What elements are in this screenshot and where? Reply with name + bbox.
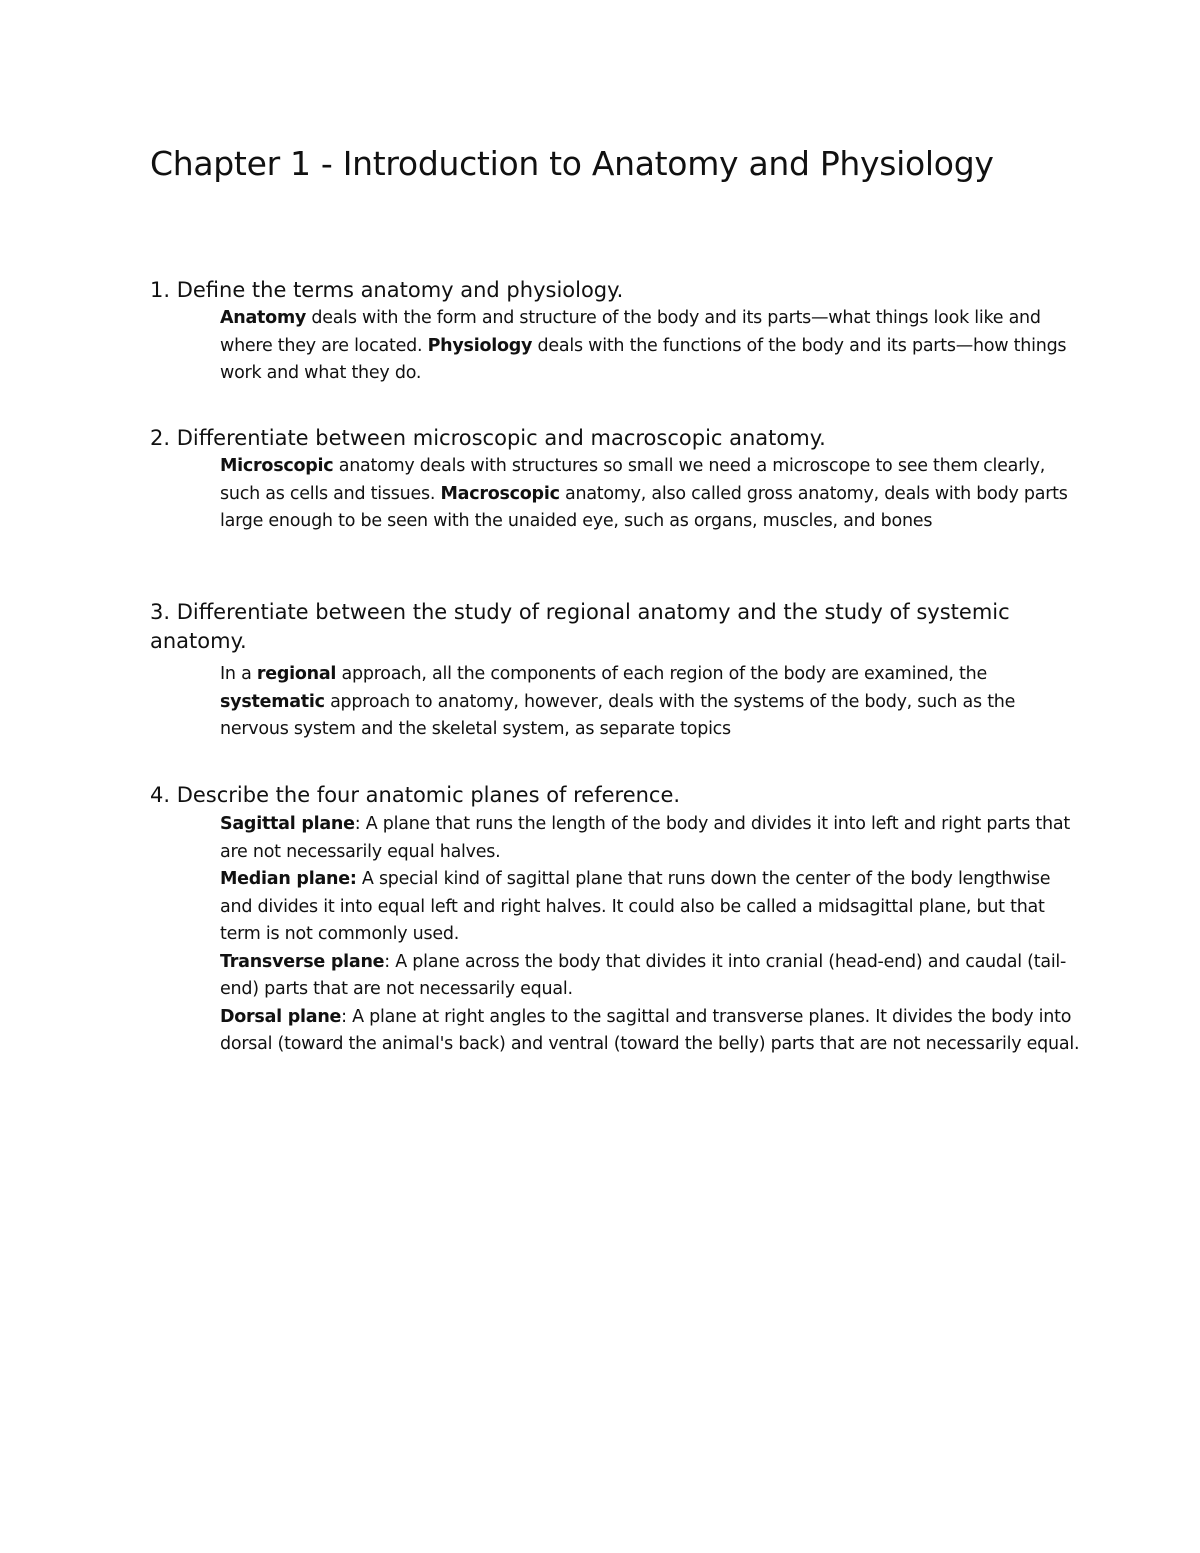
answer-3-text-systematic: approach to anatomy, however, deals with the systems of the body, such as the nervous system and the skeletal system, as separate topics bbox=[220, 691, 1016, 739]
answer-3-text-regional: approach, all the components of each region of the body are examined, the bbox=[336, 664, 988, 684]
term-median-plane: Median plane: bbox=[220, 869, 357, 889]
text-transverse-plane: : A plane across the body that divides it into cranial (head-end) and caudal (tail-end) parts that are not necessarily equal. bbox=[220, 951, 1067, 999]
answer-3-intro: In a bbox=[220, 664, 257, 684]
term-dorsal-plane: Dorsal plane bbox=[220, 1006, 342, 1027]
definition-dorsal-plane bbox=[220, 1004, 1080, 1059]
answer-2-term-macroscopic: Macroscopic bbox=[440, 483, 560, 504]
definition-median-plane bbox=[220, 866, 1080, 949]
answer-4-definitions bbox=[220, 811, 1080, 1059]
question-1: 1. Define the terms anatomy and physiology. bbox=[150, 278, 624, 302]
page-title: Chapter 1 - Introduction to Anatomy and Physiology bbox=[150, 144, 994, 183]
answer-2-term-microscopic: Microscopic bbox=[220, 456, 334, 476]
answer-2-text-microscopic: anatomy deals with structures so small we need a microscope to see them clearly, such as cells and tissues. bbox=[220, 456, 1046, 504]
answer-1-term-anatomy: Anatomy bbox=[220, 308, 307, 328]
text-sagittal-plane: : A plane that runs the length of the body and divides it into left and right parts that are not necessarily equal halves. bbox=[220, 814, 1070, 862]
answer-1-text-physiology: deals with the functions of the body and its parts—how things work and what they do. bbox=[220, 335, 1067, 383]
term-sagittal-plane: Sagittal plane bbox=[220, 814, 355, 834]
term-transverse-plane: Transverse plane bbox=[220, 951, 385, 972]
answer-1-text-anatomy: deals with the form and structure of the body and its parts—what things look like and where they are located. bbox=[220, 308, 1041, 356]
definition-sagittal-plane bbox=[220, 811, 1080, 866]
question-3: 3. Differentiate between the study of regional anatomy and the study of systemic anatomy. bbox=[150, 600, 1010, 653]
answer-1 bbox=[220, 305, 1080, 388]
answer-2-text-macroscopic: anatomy, also called gross anatomy, deals with body parts large enough to be seen with the unaided eye, such as organs, muscles, and bones bbox=[220, 483, 1068, 531]
text-median-plane: A special kind of sagittal plane that runs down the center of the body lengthwise and divides it into equal left and right halves. It could also be called a midsagittal plane, but that term is not commonly used. bbox=[220, 869, 1051, 944]
answer-3-term-systematic: systematic bbox=[220, 691, 325, 712]
definition-transverse-plane bbox=[220, 949, 1080, 1004]
question-2: 2. Differentiate between microscopic and macroscopic anatomy. bbox=[150, 426, 826, 450]
answer-2 bbox=[220, 453, 1080, 536]
answer-3-term-regional: regional bbox=[256, 664, 337, 684]
text-dorsal-plane: : A plane at right angles to the sagittal and transverse planes. It divides the body into dorsal (toward the animal's back) and ventral (toward the belly) parts that are not necessarily equal. bbox=[220, 1006, 1080, 1054]
question-4: 4. Describe the four anatomic planes of reference. bbox=[150, 783, 681, 807]
answer-3 bbox=[220, 661, 1080, 744]
answer-1-term-physiology: Physiology bbox=[427, 335, 533, 356]
